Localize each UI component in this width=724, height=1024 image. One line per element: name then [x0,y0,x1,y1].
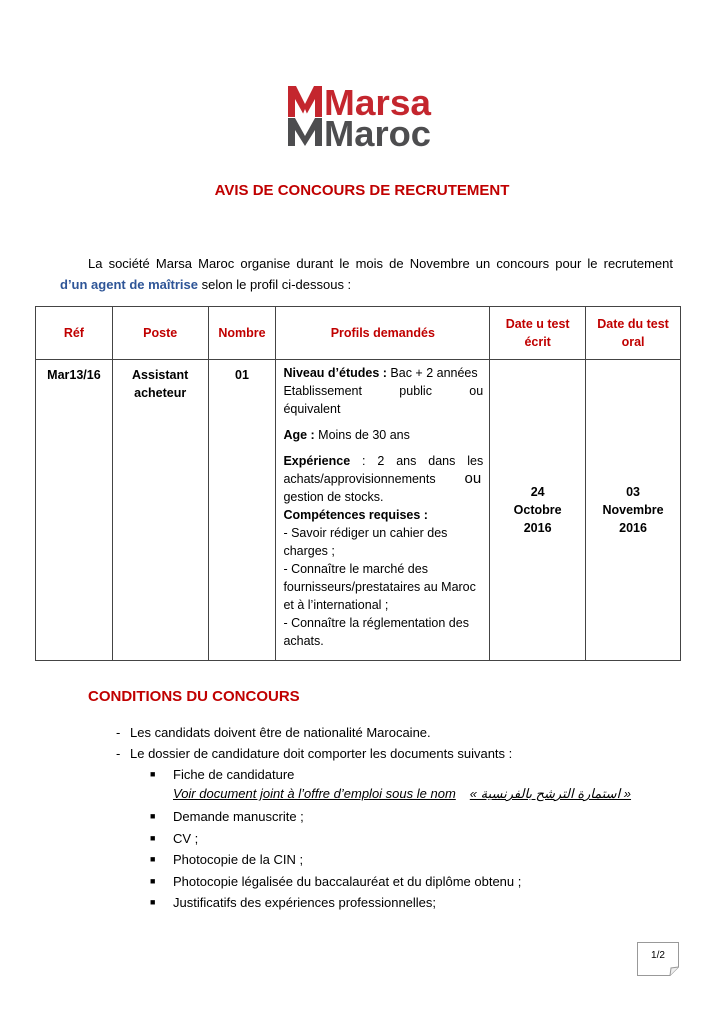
header-ref: Réf [36,307,113,360]
competence-item: - Savoir rédiger un cahier des charges ; [283,526,448,558]
header-date-ecrit: Date u test écrit [490,307,586,360]
age-value: Moins de 30 ans [314,428,410,442]
marsa-maroc-logo [288,86,433,148]
niveau-line3: équivalent [283,402,341,416]
list-item-text: Les candidats doivent être de nationalité Marocaine. [130,725,431,740]
intro-paragraph [60,253,673,295]
niveau-label: Niveau d’études : [283,366,387,380]
list-item [150,892,521,914]
conditions-list [116,722,512,764]
page-number-box [637,942,679,976]
square-bullet-icon: ■ [150,832,156,843]
list-item-text: Le dossier de candidature doit comporter les documents suivants : [130,746,513,761]
competence-item: - Connaître la réglementation des achats. [283,616,469,648]
list-item-text: Photocopie de la CIN ; [173,852,304,867]
list-item: - Les candidats doivent être de nationalité Marocaine. [116,725,431,740]
document-note [173,784,633,804]
cell-nombre: 01 [208,360,276,661]
square-bullet-icon: ■ [150,769,156,779]
experience-line2: achats/approvisionnements [283,472,436,486]
competences-label: Compétences requises : [283,508,428,522]
list-item-text: CV ; [173,830,199,846]
cell-date-ecrit: 24 Octobre 2016 [490,360,586,661]
list-item: - Le dossier de candidature doit comporter les documents suivants : [116,746,513,761]
header-nombre: Nombre [208,307,276,360]
intro-line2: selon le profil ci-dessous : [197,277,352,292]
document-note-text: Voir document joint à l’offre d’emploi sous le nom [173,786,456,801]
logo-text-line2: Maroc [324,113,431,148]
list-item [150,806,521,828]
header-date-oral: Date du test oral [586,307,681,360]
experience-ou: ou [464,470,482,487]
recruitment-table [35,306,681,661]
list-item [150,828,521,850]
list-item [150,764,521,786]
table-header-row [36,307,681,360]
list-item-text: Demande manuscrite ; [173,809,304,824]
logo-text-line1: Marsa [324,86,433,123]
cell-date-oral: 03 Novembre 2016 [586,360,681,661]
table-row [36,360,681,661]
page-title: AVIS DE CONCOURS DE RECRUTEMENT [214,182,510,199]
conditions-title: CONDITIONS DU CONCOURS [88,688,300,705]
experience-line3: gestion de stocks. [283,490,384,504]
square-bullet-icon: ■ [150,811,156,821]
cell-poste: Assistant acheteur [112,360,208,661]
square-bullet-icon: ■ [150,854,156,864]
competence-item: - Connaître le marché des fournisseurs/prestataires au Maroc et à l’international ; [283,562,476,612]
intro-highlight: d’un agent de maîtrise [60,277,198,292]
list-item-text: Fiche de candidature [173,767,295,782]
cell-profil [276,360,490,661]
page-number: 1/2 [651,950,665,961]
niveau-value: Bac + 2 années [386,366,478,380]
age-label: Age : [283,428,315,442]
document-note-arabic: « استمارة الترشح بالفرنسية » [469,786,632,801]
intro-line1: La société Marsa Maroc organise durant le mois de Novembre un concours pour le recrutement [88,256,673,271]
header-profils: Profils demandés [276,307,490,360]
list-item [150,849,521,871]
experience-label: Expérience [283,454,351,468]
list-item [150,871,521,893]
list-item-text: Photocopie légalisée du baccalauréat et du diplôme obtenu ; [173,873,522,889]
square-bullet-icon: ■ [150,875,156,886]
header-poste: Poste [112,307,208,360]
list-item-text: Justificatifs des expériences professionnelles; [173,895,437,910]
cell-ref: Mar13/16 [36,360,113,661]
experience-line1: : 2 ans dans les [350,454,484,468]
square-bullet-icon: ■ [150,897,156,907]
niveau-line2: Etablissement public ou [283,384,484,398]
